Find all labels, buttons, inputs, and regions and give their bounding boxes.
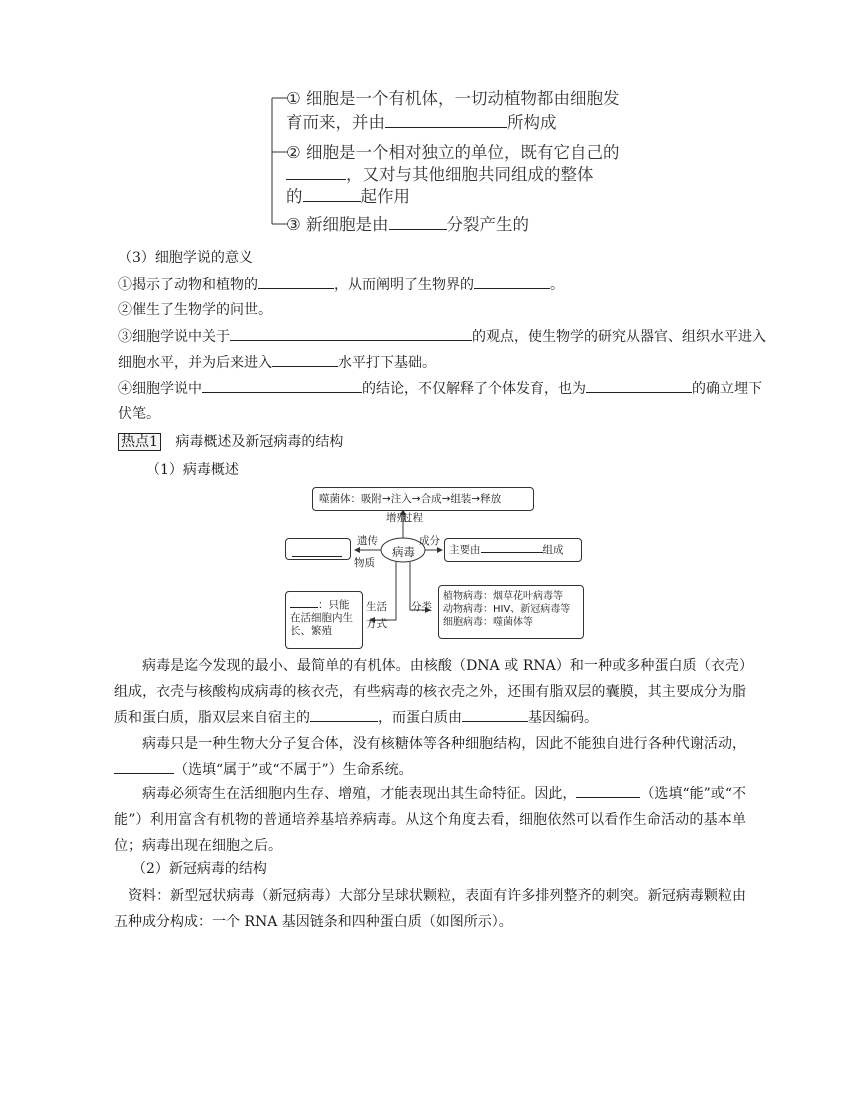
covid-material-paragraph: 资料：新型冠状病毒（新冠病毒）大部分呈球状颗粒，表面有许多排列整齐的刺突。新冠病毒颗粒由五种成分构成：一个 RNA 基因链条和四种蛋白质（如图所示）。 bbox=[114, 888, 746, 930]
blank[interactable] bbox=[474, 274, 550, 289]
diagram-label-process: 过程 bbox=[402, 512, 423, 524]
theory-point-2-line-2: ，又对与其他细胞共同组成的整体 bbox=[286, 164, 594, 186]
virus-paragraph-2: 病毒只是一种生物大分子复合体，没有核糖体等各种细胞结构，因此不能独自进行各种代谢活动，（选填“属于”或“不属于”）生命系统。 bbox=[114, 731, 746, 783]
theory-point-2-line-1: ② 细胞是一个相对独立的单位，既有它自己的 bbox=[286, 143, 620, 162]
blank[interactable] bbox=[576, 783, 640, 798]
blank[interactable] bbox=[272, 352, 338, 367]
virus-paragraph-3: 病毒必须寄生在活细胞内生存、增殖，才能表现出其生命特征。因此， （选填“能”或“不能”）利用富含有机物的普通培养基培养病毒。从这个角度去看，细胞依然可以看作生命活动的基本单位；病毒出现在细胞之后。 bbox=[114, 781, 746, 859]
diagram-label-proliferation: 增殖 bbox=[386, 512, 407, 524]
diagram-right-box: 主要由 组成 bbox=[444, 538, 582, 562]
significance-item-2: ②催生了生物学的问世。 bbox=[118, 302, 272, 318]
diagram-label-life: 生活 bbox=[366, 601, 387, 613]
blank[interactable] bbox=[258, 274, 334, 289]
significance-item-1: ①揭示了动物和植物的 ，从而阐明了生物界的 。 bbox=[118, 274, 564, 295]
diagram-class-box: 植物病毒：烟草花叶病毒等 动物病毒：HIV、新冠病毒等 细胞病毒：噬菌体等 bbox=[438, 585, 584, 639]
blank[interactable] bbox=[586, 378, 692, 393]
blank[interactable] bbox=[286, 165, 346, 180]
diagram-label-composition: 成分 bbox=[419, 535, 440, 547]
blank[interactable] bbox=[303, 187, 361, 202]
hotspot-heading bbox=[118, 432, 343, 452]
blank[interactable] bbox=[290, 596, 318, 608]
theory-point-1-line-2: 育而来，并由 所构成 bbox=[286, 113, 557, 132]
blank[interactable] bbox=[114, 759, 174, 774]
hotspot-title: 病毒概述及新冠病毒的结构 bbox=[175, 434, 344, 450]
theory-point-3: ③ 新细胞是由 分裂产生的 bbox=[286, 215, 530, 234]
virus-overview-subheading: （1）病毒概述 bbox=[146, 462, 239, 478]
blank[interactable] bbox=[481, 541, 543, 553]
significance-heading: （3）细胞学说的意义 bbox=[118, 250, 253, 266]
virus-paragraph-1: 病毒是迄今发现的最小、最简单的有机体。由核酸（DNA 或 RNA）和一种或多种蛋白质（衣壳）组成，衣壳与核酸构成病毒的核衣壳，有些病毒的核衣壳之外，还围有脂双层的囊膜，其主要成分为脂质和蛋白质，脂双层来自宿主的 ，而蛋白质由 基因编码。 bbox=[114, 658, 746, 726]
blank[interactable] bbox=[202, 378, 362, 393]
significance-item-3-cont: 细胞水平，并为后来进入 水平打下基础。 bbox=[118, 352, 436, 373]
significance-item-4-cont: 伏笔。 bbox=[118, 406, 160, 422]
theory-point-1-line-1: ① 细胞是一个有机体，一切动植物都由细胞发 bbox=[286, 89, 620, 108]
diagram-label-mode: 方式 bbox=[366, 618, 387, 630]
diagram-center-virus: 病毒 bbox=[392, 545, 415, 559]
diagram-life-box: ：只能 在活细胞内生 长、繁殖 bbox=[285, 591, 363, 649]
blank[interactable] bbox=[389, 215, 447, 230]
significance-item-3: ③细胞学说中关于 的观点，使生物学的研究从器官、组织水平进入 bbox=[118, 326, 766, 347]
hotspot-tag: 热点1 bbox=[118, 433, 161, 451]
blank[interactable] bbox=[462, 707, 528, 722]
covid-structure-subheading: （2）新冠病毒的结构 bbox=[132, 861, 267, 877]
significance-item-4: ④细胞学说中 的结论，不仅解释了个体发育，也为 的确立埋下 bbox=[118, 378, 762, 399]
diagram-label-classification: 分类 bbox=[411, 601, 432, 613]
diagram-label-heredity: 遗传 bbox=[357, 535, 378, 547]
diagram-top-box: 噬菌体：吸附→注入→合成→组装→释放 bbox=[312, 487, 534, 511]
blank[interactable] bbox=[230, 326, 472, 341]
blank[interactable] bbox=[292, 542, 342, 557]
diagram-left-box bbox=[285, 538, 351, 560]
blank[interactable] bbox=[310, 707, 378, 722]
theory-point-2-line-3: 的 起作用 bbox=[286, 187, 410, 206]
diagram-label-material: 物质 bbox=[354, 557, 375, 569]
blank[interactable] bbox=[385, 113, 507, 128]
